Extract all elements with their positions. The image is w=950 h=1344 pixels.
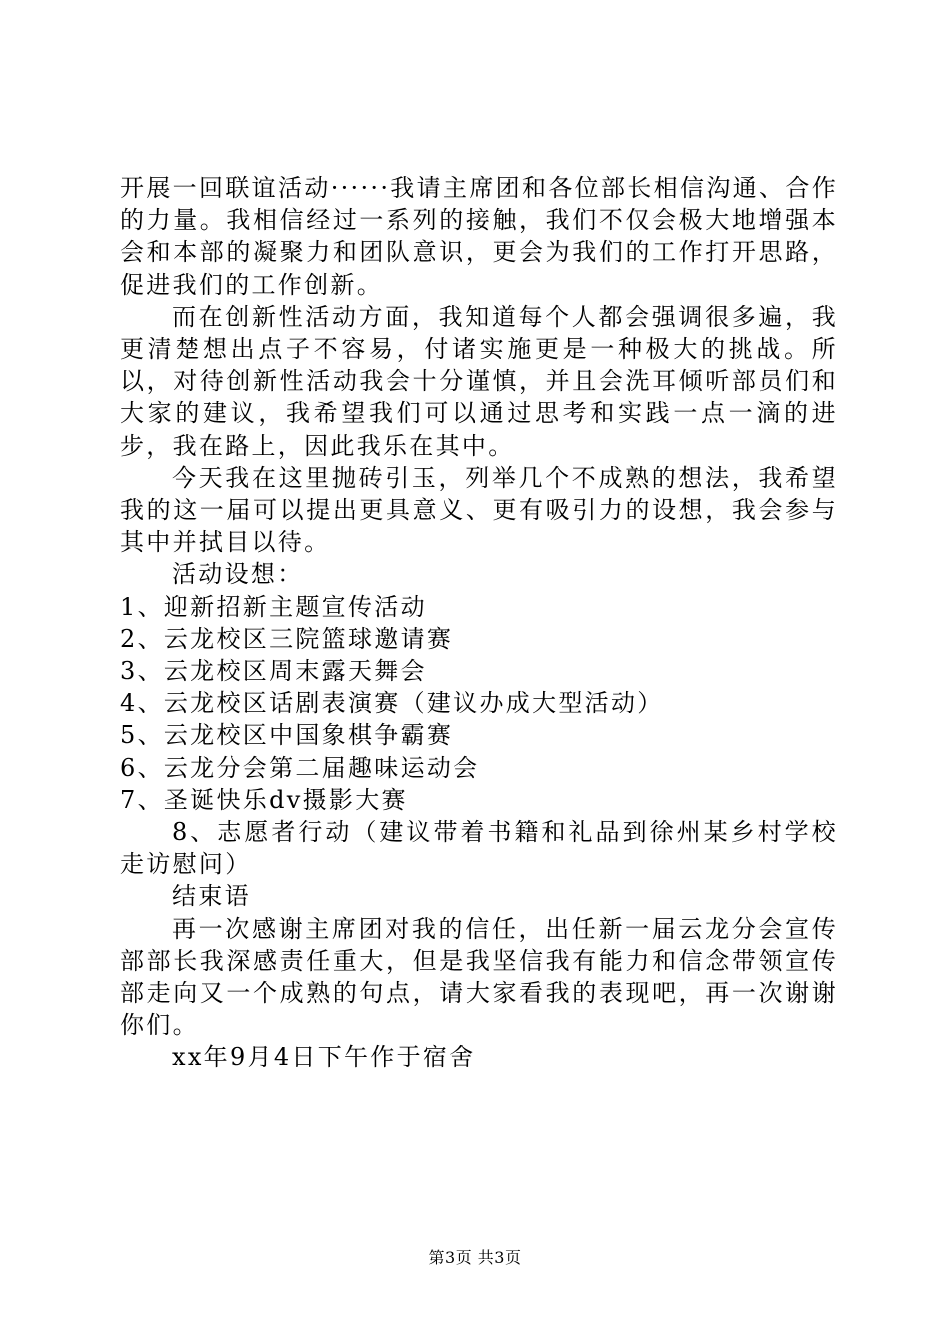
activity-item-7: 7、圣诞快乐dv摄影大赛 — [120, 785, 408, 814]
page-number-label: 第3页 共3页 — [428, 1248, 522, 1267]
paragraph-proposals-intro: 今天我在这里抛砖引玉，列举几个不成熟的想法，我希望我的这一届可以提出更具意义、更有吸引力的设想，我会参与其中并拭目以待。 — [120, 463, 838, 557]
activity-item-5: 5、云龙校区中国象棋争霸赛 — [120, 721, 454, 750]
page-footer — [0, 1245, 950, 1268]
paragraph-innovation: 而在创新性活动方面，我知道每个人都会强调很多遍，我更清楚想出点子不容易，付诸实施更是一种极大的挑战。所以，对待创新性活动我会十分谨慎，并且会洗耳倾听部员们和大家的建议，我希望我们可以通过思考和实践一点一滴的进步，我在路上，因此我乐在其中。 — [120, 302, 838, 460]
paragraph-friendship-activity: 开展一回联谊活动······我请主席团和各位部长相信沟通、合作的力量。我相信经过一系列的接触，我们不仅会极大地增强本会和本部的凝聚力和团队意识，更会为我们的工作打开思路，促进我们的工作创新。 — [120, 174, 838, 299]
activity-item-6: 6、云龙分会第二届趣味运动会 — [120, 753, 480, 782]
activity-item-3: 3、云龙校区周末露天舞会 — [120, 657, 427, 686]
signature-line: xx年9月4日下午作于宿舍 — [172, 1043, 476, 1072]
activities-heading: 活动设想： — [172, 560, 304, 589]
activity-item-2: 2、云龙校区三院篮球邀请赛 — [120, 624, 454, 653]
document-body — [120, 172, 838, 1074]
paragraph-closing: 再一次感谢主席团对我的信任，出任新一届云龙分会宣传部部长我深感责任重大，但是我坚信我有能力和信念带领宣传部走向又一个成熟的句点，请大家看我的表现吧，再一次谢谢你们。 — [120, 914, 838, 1040]
activity-item-8: 8、志愿者行动（建议带着书籍和礼品到徐州某乡村学校走访慰问） — [120, 818, 838, 879]
closing-heading: 结束语 — [172, 882, 251, 911]
activity-item-1: 1、迎新招新主题宣传活动 — [120, 592, 427, 621]
activity-item-4: 4、云龙校区话剧表演赛（建议办成大型活动） — [120, 689, 664, 718]
